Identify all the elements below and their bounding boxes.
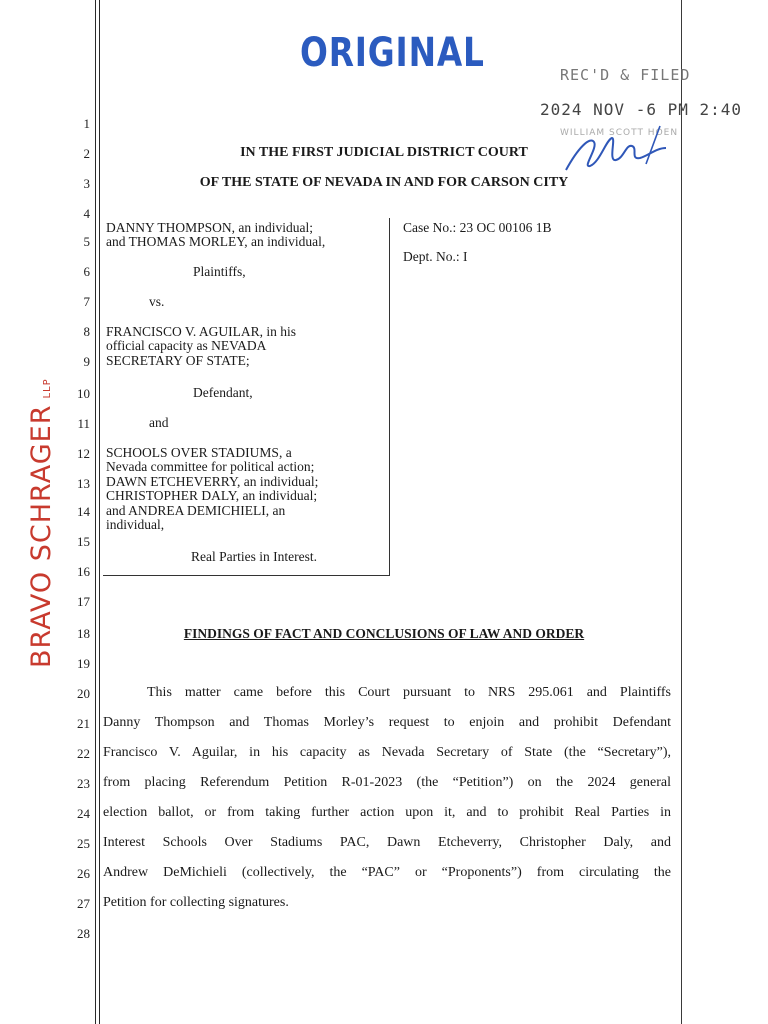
line-number: 6 (83, 264, 90, 279)
line-number: 24 (77, 806, 90, 821)
line-number: 13 (77, 476, 90, 491)
body-line: from placing Referendum Petition R-01-2023 (the “Petition”) on the 2024 general (103, 775, 671, 790)
body-line: This matter came before this Court pursuant to NRS 295.061 and Plaintiffs (147, 685, 671, 700)
line-number: 15 (77, 534, 90, 549)
body-line: Interest Schools Over Stadiums PAC, Dawn Etcheverry, Christopher Daly, and (103, 835, 671, 850)
court-name: IN THE FIRST JUDICIAL DISTRICT COURT (240, 145, 528, 160)
line-number: 23 (77, 776, 90, 791)
body-line: Andrew DeMichieli (collectively, the “PAC” or “Proponents”) from circulating the (103, 865, 671, 880)
real-party-role: Real Parties in Interest. (191, 549, 317, 564)
firm-name: BRAVO SCHRAGER (26, 404, 57, 668)
line-number: 21 (77, 716, 90, 731)
case-number: Case No.: 23 OC 00106 1B (403, 220, 552, 235)
plaintiff-role: Plaintiffs, (193, 264, 246, 279)
defendant-role: Defendant, (193, 385, 253, 400)
plaintiff-name: DANNY THOMPSON, an individual; (106, 220, 314, 235)
line-number: 2 (83, 146, 90, 161)
line-number: 9 (83, 354, 90, 369)
firm-logo (26, 378, 57, 668)
body-line: Petition for collecting signatures. (103, 895, 289, 910)
clerk-name-stamp: WILLIAM SCOTT HOEN (560, 128, 679, 138)
real-party-name: Nevada committee for political action; (106, 459, 315, 474)
line-number: 22 (77, 746, 90, 761)
caption-divider (389, 218, 390, 575)
line-number: 11 (77, 416, 90, 431)
defendant-name: FRANCISCO V. AGUILAR, in his (106, 324, 297, 339)
line-number: 1 (83, 116, 90, 131)
line-number: 16 (77, 564, 90, 579)
line-number: 12 (77, 446, 90, 461)
body-line: Francisco V. Aguilar, in his capacity as Nevada Secretary of State (the “Secretary”), (103, 745, 671, 760)
original-stamp: ORIGINAL (300, 30, 485, 76)
real-party-name: individual, (106, 517, 165, 532)
department-number: Dept. No.: I (403, 249, 468, 264)
line-number: 19 (77, 656, 90, 671)
and-label: and (149, 415, 169, 430)
received-filed-stamp: REC'D & FILED (560, 66, 691, 84)
plaintiff-name: and THOMAS MORLEY, an individual, (106, 234, 326, 249)
line-number: 8 (83, 324, 90, 339)
document-title: FINDINGS OF FACT AND CONCLUSIONS OF LAW AND ORDER (183, 626, 585, 641)
line-number: 18 (77, 626, 90, 641)
line-number: 26 (77, 866, 90, 881)
defendant-name: SECRETARY OF STATE; (106, 353, 250, 368)
real-party-name: CHRISTOPHER DALY, an individual; (106, 488, 318, 503)
body-line: Danny Thompson and Thomas Morley’s request to enjoin and prohibit Defendant (103, 715, 671, 730)
court-jurisdiction: OF THE STATE OF NEVADA IN AND FOR CARSON CITY (199, 175, 569, 190)
real-party-name: DAWN ETCHEVERRY, an individual; (106, 474, 319, 489)
line-number: 3 (83, 176, 90, 191)
line-number: 14 (77, 504, 90, 519)
line-number: 7 (83, 294, 90, 309)
line-number: 27 (77, 896, 90, 911)
body-line: election ballot, or from taking further action upon it, and to prohibit Real Parties in (103, 805, 671, 820)
line-number: 20 (77, 686, 90, 701)
line-number: 10 (77, 386, 90, 401)
real-party-name: SCHOOLS OVER STADIUMS, a (106, 445, 292, 460)
filing-date-stamp: 2024 NOV -6 PM 2:40 (540, 100, 743, 119)
versus-label: vs. (149, 294, 165, 309)
firm-suffix: LLP (42, 378, 53, 399)
line-number: 28 (77, 926, 90, 941)
line-number: 17 (77, 594, 90, 609)
defendant-name: official capacity as NEVADA (106, 338, 267, 353)
line-number: 5 (83, 234, 90, 249)
real-party-name: and ANDREA DEMICHIELI, an (106, 503, 286, 518)
line-number: 4 (83, 206, 90, 221)
caption-bottom-rule (103, 575, 390, 576)
line-number: 25 (77, 836, 90, 851)
